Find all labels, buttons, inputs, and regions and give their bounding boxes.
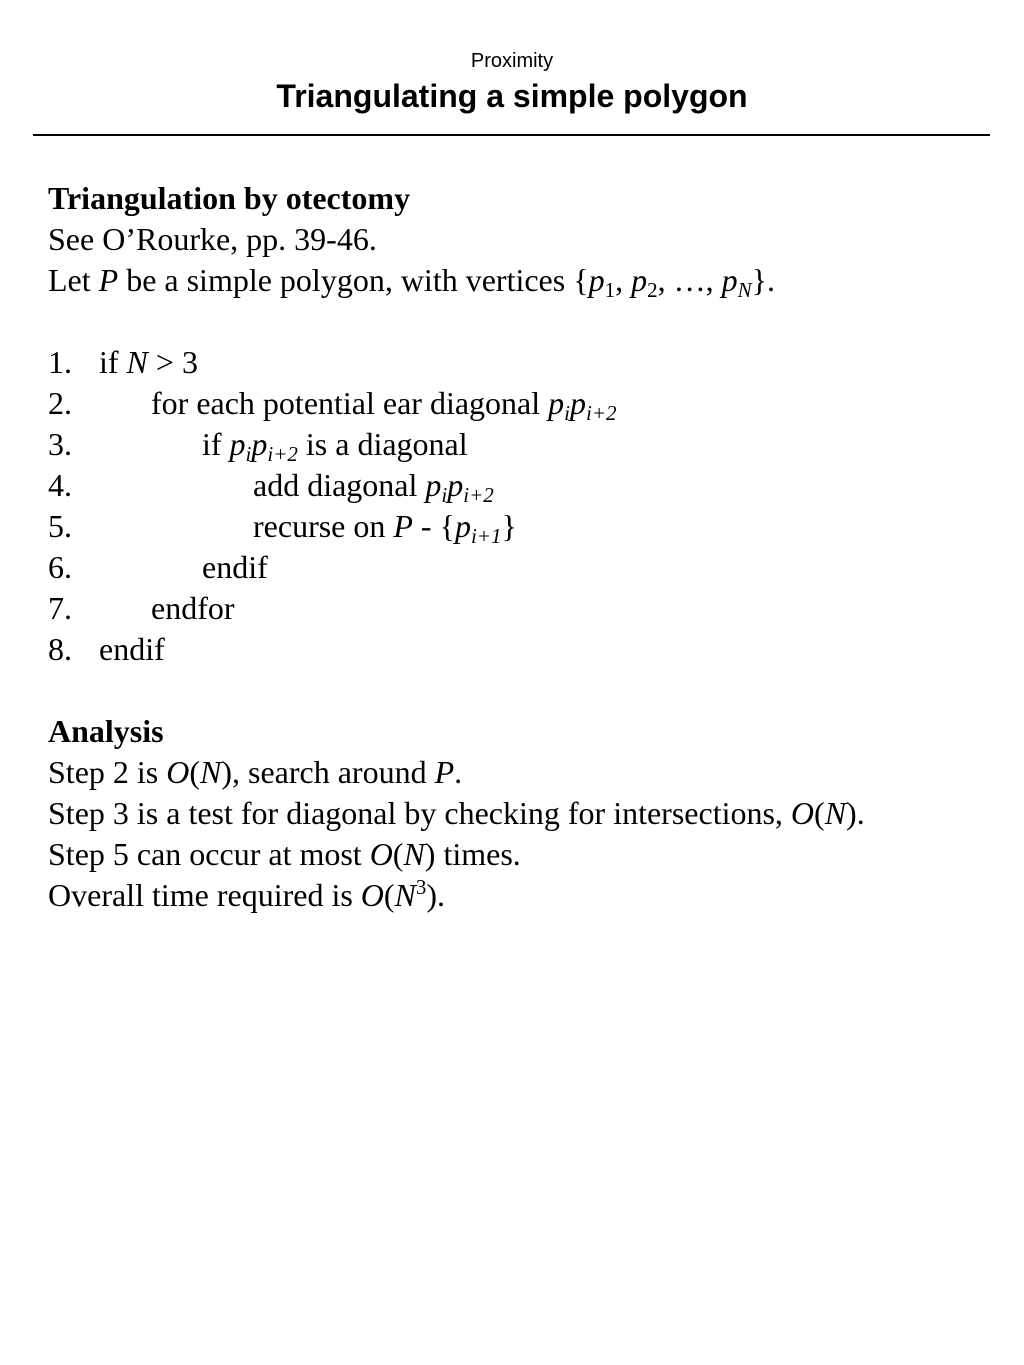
algorithm-step [48, 383, 988, 424]
step-text: endfor [151, 590, 235, 626]
definition-line: Let P be a simple polygon, with vertices {$p_1$, $p_2$, …, $p_N$}. [48, 262, 775, 302]
intro-heading: Triangulation by otectomy [48, 180, 411, 216]
analysis-line: Step 5 can occur at most O(N) times. [48, 836, 521, 872]
algorithm-step [48, 465, 988, 506]
step-number: 8. [48, 631, 72, 667]
algorithm-step [48, 588, 988, 629]
algorithm-step [48, 506, 988, 547]
step-text: recurse on P - $\{p_{i+1}\}$ [253, 508, 517, 548]
analysis-line: Overall time required is $O(N^3)$. [48, 875, 446, 913]
step-text: endif [202, 549, 268, 585]
step-number: 5. [48, 508, 72, 544]
step-number: 2. [48, 385, 72, 421]
page-title: Triangulating a simple polygon [276, 78, 748, 114]
reference-line: See O’Rourke, pp. 39-46. [48, 221, 377, 257]
slide-body [48, 178, 988, 916]
algorithm-step [48, 629, 988, 670]
algorithm-step [48, 424, 988, 465]
analysis-line: Step 3 is a test for diagonal by checking for intersections, O(N). [48, 795, 865, 831]
step-number: 4. [48, 467, 72, 503]
algorithm-step [48, 547, 988, 588]
section-label: Proximity [470, 50, 554, 72]
step-text: if $p_ip_{i+2}$ is a diagonal [202, 426, 468, 466]
analysis-line: Step 2 is O(N), search around P. [48, 754, 463, 790]
header-divider [33, 134, 990, 136]
step-number: 6. [48, 549, 72, 585]
step-text: for each potential ear diagonal $p_ip_{i+2}$ [151, 385, 617, 425]
algorithm-step [48, 342, 988, 383]
analysis-heading: Analysis [48, 713, 164, 749]
step-number: 7. [48, 590, 72, 626]
spacer [48, 301, 988, 342]
step-text: if N > 3 [99, 344, 198, 380]
step-number: 1. [48, 344, 72, 380]
step-number: 3. [48, 426, 72, 462]
step-text: add diagonal $p_ip_{i+2}$ [253, 467, 494, 507]
spacer [48, 670, 988, 711]
step-text: endif [99, 631, 165, 667]
